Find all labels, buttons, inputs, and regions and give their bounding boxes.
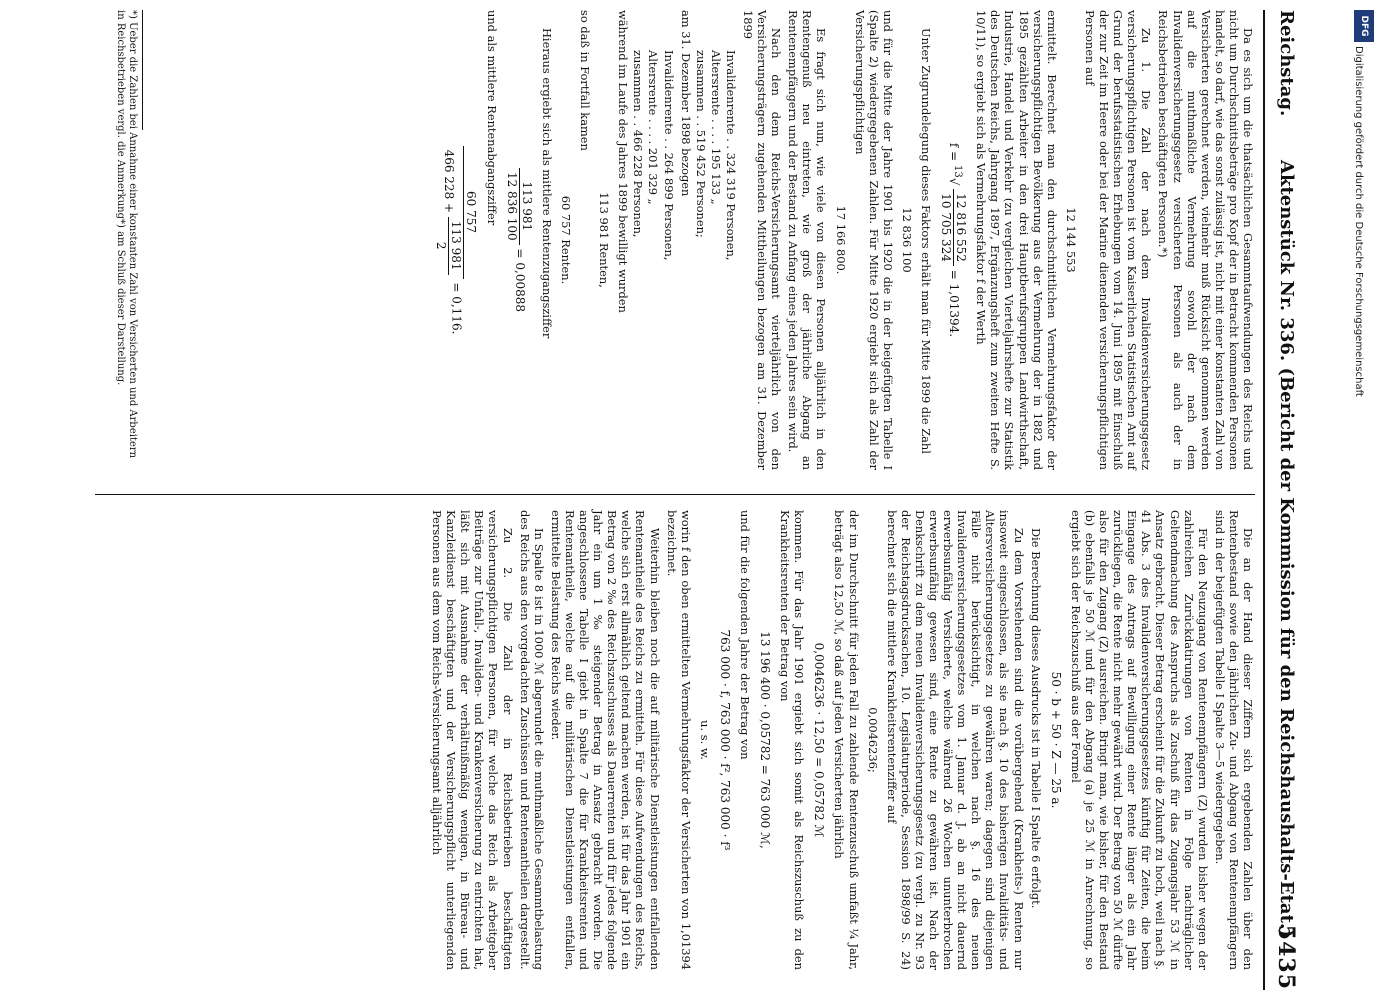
formula-rhs: = 0,116.	[449, 282, 464, 335]
footnote-text: *) Ueber die Zahlen bei Annahme einer konstanten Zahl von Versicherten und Arbeitern in Reichsbetrieben vergl. die Anmerkung*) am Schluß dieser Darstellung.	[115, 10, 138, 459]
formula-reichszuschuss: 50 · b + 50 · Z — 25 a.	[1048, 671, 1063, 809]
left-column	[428, 10, 1255, 470]
paragraph: Die Berechnung dieses Ausdrucks ist in Tabelle I Spalte 6 erfolgt.	[1028, 528, 1043, 909]
dfg-logo-text: DFG	[1359, 15, 1369, 37]
formula-abgang	[434, 10, 478, 470]
table-line: Invalidenrente . . 324 319 Personen,	[723, 50, 738, 261]
denominator: 10 705 324	[939, 193, 954, 262]
digitization-credit: Digitalisierung gefördert durch die Deutsche Forschungsgemeinschaft	[1353, 46, 1364, 397]
formula-f	[939, 10, 968, 470]
inner-denominator: 2	[434, 241, 449, 250]
paragraph: Es fragt sich nun, wie viele von diesen Personen alljährlich in den Rentengenuß neu eintreten, wie groß der jährliche Abgang an Rentenempfängern und der Bestand zu Anfang eines jeden Jahres sein wird.	[786, 10, 829, 470]
column-divider	[95, 494, 1255, 495]
paragraph: und für die folgenden Jahre der Betrag von	[738, 510, 752, 760]
number-line: 60 757 Renten.	[558, 195, 573, 285]
paragraph: kommen. Für das Jahr 1901 ergiebt sich somit als Reichszuschuß zu den Krankheitsrenten der Betrag von	[778, 510, 807, 970]
formula-rhs: = 1,01394.	[947, 269, 962, 338]
paragraph: Nach den dem Reichs-Versicherungsamt vierteljährlich von den Versicherungsträgern zugehenden Mittheilungen bezogen am 31. Dezember 1899	[741, 10, 784, 470]
formula-line: 13 196 400 · 0,05782 = 763 000 ℳ,	[758, 631, 773, 849]
paragraph: Weiterhin bleiben noch die auf militärische Dienstleistungen entfallenden Rentenantheile des Reichs zu ermitteln. Für diese Aufwendungen des Reichs, welche sich erst allmählich geltend machen werden, ist für das Jahr 1901 ein Betrag von 2 ‰ des Reichszuschusses als Dauerrenten und für jedes folgende Jahr ein um 1 ‰ steigender Betrag in Ansatz gebracht worden. Die angeschlossene Tabelle I giebt in Spalte 7 die für Krankheitsrenten und Rentenantheile, welche auf die militärischen Dienstleistungen entfallen, ermittelte Belastung des Reichs wieder.	[548, 510, 662, 970]
number-line: 17 166 800.	[833, 205, 848, 275]
table-line: Altersrente . . . . 195 133 „	[708, 50, 723, 205]
formula-line: 763 000 · f, 763 000 · f², 763 000 · f³	[717, 629, 732, 851]
paragraph: In Spalte 8 ist in 1000 ℳ abgerundet die muthmaßliche Gesammtbelastung des Reichs aus den vorgedachten Zuschüssen und Rentenantheilen dargestellt.	[517, 510, 546, 970]
table-line: Altersrente . . . . 201 329 „	[646, 50, 661, 205]
numerator: 12 816 552	[953, 189, 968, 266]
margin-note	[401, 0, 423, 4]
formula-zugang	[505, 10, 534, 470]
footnote-rule	[142, 10, 143, 130]
right-column	[427, 510, 1255, 970]
fraction	[505, 168, 534, 245]
header-rule	[1263, 10, 1265, 990]
page-number: 5435	[1273, 924, 1299, 990]
denominator: 12 836 100	[504, 171, 519, 241]
root-index: 13	[952, 165, 964, 178]
root-sign: √	[947, 177, 962, 186]
fraction	[434, 146, 478, 279]
paragraph: Unter Zugrundelegung dieses Faktors erhält man für Mitte 1899 die Zahl	[919, 28, 934, 454]
paragraph: am 31. Dezember 1898 bezogen	[678, 10, 693, 197]
table-line: Invalidenrente . . 264 899 Personen,	[661, 50, 676, 261]
number-line: 0,0046236;	[865, 707, 880, 773]
paragraph: worin f den oben ermittelten Vermehrungsfaktor der Versicherten von 1,01394 bezeichnet.	[664, 510, 693, 970]
header-title: Aktenstück Nr. 336. (Bericht der Kommission für den Reichshaushalts-Etat.)	[1276, 160, 1297, 938]
paragraph: Zu dem Vorstehenden sind die vorübergehend (Krankheits-) Renten nur insoweit eingeschlossen, als sie nach §. 10 des bisherigen Invaliditäts- und Altersversicherungsgesetzes zu gewähren waren; dagegen sind diejenigen Fälle nicht berücksichtigt, in welchen nach §. 16 des neuen Invalidenversicherungsgesetzes vom 1. Januar d. J. ab an nicht dauernd erwerbsunfähig Versicherte, welche während 26 Wochen ununterbrochen erwerbsunfähig gewesen sind, eine Rente zu gewähren ist. Nach der Denkschrift zu dem neuen Invalidenversicherungsgesetz (zu vergl. zu Nr. 93 der Reichstagsdrucksachen, 10. Legislaturperiode, Session 1898/99 S. 24) berechnet sich die mittlere Krankheitsrentenziffer auf	[884, 510, 1026, 970]
formula-lhs: f =	[947, 142, 962, 166]
paragraph: Für den Neuzugang von Rentenempfängern (Z) wurden bisher wegen der zahlreichen Zurückdatirungen von Renten in Folge nachträglicher Geltendmachung des Anspruchs als Zuschuß für das Zugangsjahr 53 ℳ in Ansatz gebracht. Dieser Betrag erscheint für die Zukunft zu hoch, weil nach §. 41 Abs. 3 des Invalidenversicherungsgesetzes künftig für Zeiten, die beim Eingange des Antrags auf Bewilligung einer Rente länger als ein Jahr zurückliegen, die Rente nicht mehr gewährt wird. Der Betrag von 50 ℳ dürfte also für den Zugang (Z) ausreichen. Bringt man, wie bisher, für den Bestand (b) ebenfalls je 50 ℳ und für den Abgang (a) je 25 ℳ in Anrechnung, so ergiebt sich der Reichszuschuß aus der Formel	[1068, 510, 1210, 970]
denominator-part: 466 228 +	[442, 149, 457, 214]
paragraph: Da es sich um die thatsächlichen Gesammtaufwendungen des Reichs und nicht um Durchschnittsbeträge pro Kopf der in Betracht kommenden Personen handelt, so darf, wie das sonst zulässig ist, nicht mit einer konstanten Zahl von Versicherten gerechnet werden, vielmehr muß Rücksicht genommen werden auf die muthmaßliche Vermehrung sowohl der nach dem Invalidenversicherungsgesetz versicherten Personen als auch der in Reichsbetrieben beschäftigten Personen.*)	[1156, 10, 1255, 470]
paragraph: Die an der Hand dieser Ziffern sich ergebenden Zahlen über den Rentenbestand sowie den jährlichen Zu- und Abgang von Rentenempfängern sind in der beigefügten Tabelle I Spalte 3—5 wiedergegeben.	[1212, 510, 1255, 970]
table-sum: zusammen . . 519 452 Personen;	[693, 50, 708, 238]
paragraph: Zu 2. Die Zahl der in Reichsbetrieben beschäftigten versicherungspflichtigen Personen, für welche das Reich als Arbeitgeber Beiträge zur Unfall-, Invaliden- und Krankenversicherung zu entrichten hat, läßt sich mit Ausnahme der verhältnißmäßig wenigen, in Büreau- und Kanzleidienst beschäftigten und der Versicherungspflicht unterliegenden Personen aus dem vom Reichs-Versicherungsamt alljährlich	[430, 510, 515, 970]
paragraph: ermittelt. Berechnet man den durchschnittlichen Vermehrungsfaktor der versicherungspflichtigen Bevölkerung aus der Vermehrung der in 1882 und 1895 gezählten Arbeiter in den drei Hauptberufsgruppen Landwirthschaft, Industrie, Handel und Verkehr (zu vergleichen Vierteljahrshefte zur Statistik des Deutschen Reichs, Jahrgang 1897, Ergänzungsheft zum zweiten Hefte S. 10/11), so ergiebt sich als Vermehrungsfaktor f der Werth	[974, 10, 1059, 470]
formula-continuation: u. s. w.	[697, 720, 712, 760]
footnote	[114, 10, 143, 470]
paragraph: während im Laufe des Jahres 1899 bewilligt wurden	[616, 10, 631, 313]
rotated-document-page	[78, 10, 1303, 990]
numerator: 113 981	[519, 168, 534, 245]
paragraph: Hieraus ergiebt sich als mittlere Rentenzugangsziffer	[539, 28, 554, 339]
formula-rhs: = 0,00888	[512, 248, 527, 313]
paragraph: so daß in Fortfall kamen	[578, 10, 593, 151]
header-left: Reichstag.	[1276, 10, 1297, 117]
fraction	[939, 189, 968, 266]
number-line: 12 836 100	[899, 207, 914, 273]
paragraph: Zu 1. Die Zahl der nach dem Invalidenversicherungsgesetz versicherungspflichtigen Personen ist vom Kaiserlichen Statistischen Amt auf Grund der berufsstatistischen Erhebungen vom 14. Juni 1895 mit Einschluß der zur Zeit im Heere oder bei der Marine dienenden versicherungspflichtigen Personen auf	[1082, 10, 1154, 470]
formula-line: 0,0046236 · 12,50 = 0,05782 ℳ	[812, 642, 827, 838]
paragraph: und als mittlere Rentenabgangsziffer	[484, 10, 499, 226]
paragraph: der im Durchschnitt für jeden Fall zu zahlende Rentenzuschuß umfaßt ¼ Jahr, beträgt also 12,50 ℳ, so daß auf jeden Versicherten jährlich	[832, 510, 861, 970]
number-line: 113 981 Renten,	[597, 192, 612, 288]
numerator: 60 757	[463, 146, 478, 279]
inner-fraction	[434, 217, 463, 275]
digitization-sidebar	[1348, 6, 1380, 996]
inner-numerator: 113 981	[448, 217, 463, 275]
page-header	[1263, 10, 1303, 990]
denominator	[434, 146, 463, 279]
paragraph: und für die Mitte der Jahre 1901 bis 1920 die in der beigefügten Tabelle I (Spalte 2) wiedergegebenen Zahlen. Für Mitte 1920 ergiebt sich als Zahl der Versicherungspflichtigen	[852, 10, 895, 470]
table-sum: zusammen . . 466 228 Personen,	[631, 50, 646, 238]
dfg-logo	[1354, 10, 1374, 42]
number-line: 12 144 553	[1063, 207, 1078, 273]
